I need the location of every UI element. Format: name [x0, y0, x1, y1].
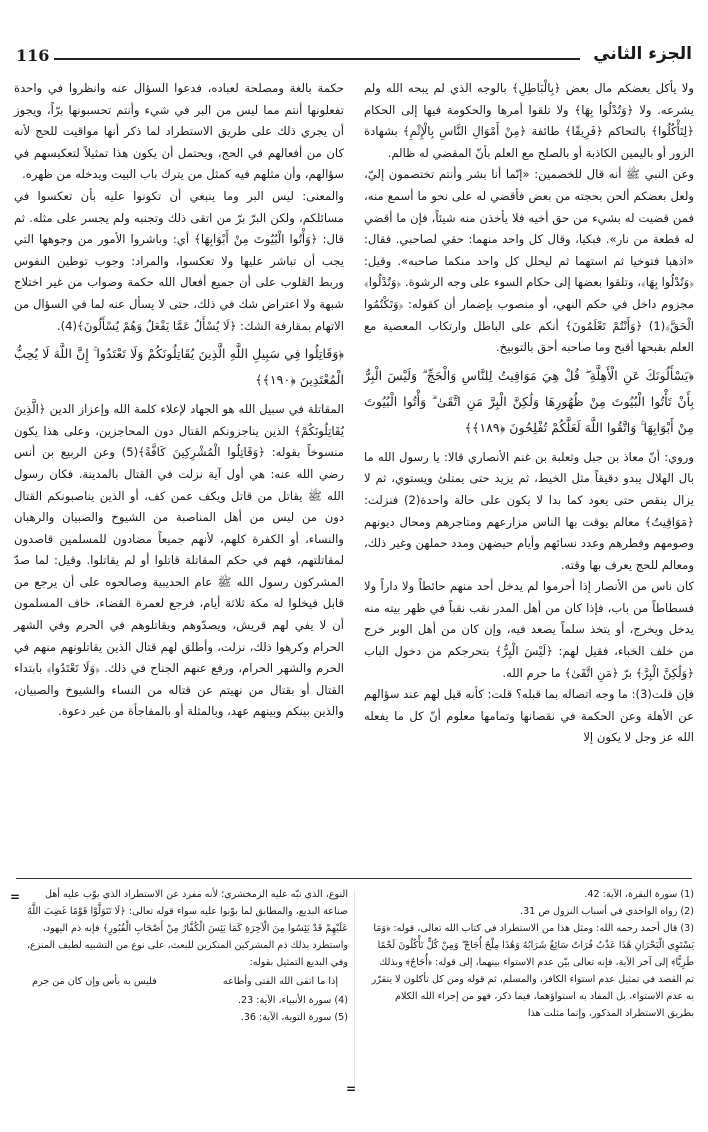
header-rule [54, 58, 580, 60]
quran-verse: ﴿وَقَاتِلُوا فِي سَبِيلِ اللَّهِ الَّذِينَ يُقَاتِلُونَكُمْ وَلَا تَعْتَدُوا ۚ إِنَّ اللَّهَ لَا يُحِبُّ الْمُعْتَدِينَ ﴿١٩٠﴾﴾ [14, 346, 344, 388]
page-number: 116 [16, 46, 50, 65]
paragraph: كان ناس من الأنصار إذا أحرموا لم يدخل أحد منهم حائطاً ولا داراً ولا فسطاطاً من باب، فإذا كان من أهل المدر نقب نقباً في ظهر بيته منه يدخل ويخرج، أو يتخذ سلماً يصعد فيه، وإن كان من أهل الوبر خرج من خلف الخباء، فقيل لهم: ﴿لَيْسَ الْبِرُّ﴾ بتحرجكم من دخول الباب ﴿وَلَٰكِنَّ الْبِرَّ﴾ برّ ﴿مَنِ اتَّقَىٰ﴾ ما حرم الله. [364, 579, 694, 680]
poem-second-hemistich: فليس به بأس وإن كان من جرم [32, 976, 157, 987]
footnote: (4) سورة الأنبياء، الآية: 23. [237, 995, 348, 1006]
left-column [14, 78, 344, 723]
paragraph: وعن النبي ﷺ أنه قال للخصمين: «إنّما أنا بشر وأنتم تختصمون إليّ، ولعل بعضكم ألحن بحجته من بعض فأقضي له على نحو ما أسمع منه، فمن قضيت له بشيء من حق أخيه فلا يأخذن منه شيئاً، فإن ما أقضي له قطعة من نار». فبكيا، وقال كل واحد منهما: حقي لصاحبي. فقال: «اذهبا فتوخيا ثم استهما ثم ليحلل كل واحد منكما صاحبه». وقيل: ﴿وَتُدْلُوا بِهَا﴾، وتلقوا بعضها إلى حكام السوء على وجه الرشوة. ﴿وَتُدْلُوا﴾ مجزوم داخل في حكم النهي، أو منصوب بإضمار أن كقوله: ﴿وَتَكْتُمُوا الْحَقَّ﴾(1) ﴿وَأَنْتُمْ تَعْلَمُونَ﴾ أنكم على الباطل وارتكاب المعصية مع العلم بقبحها أقبح وما صاحبه أحق بالتوبيخ. [364, 167, 694, 355]
footnote: (2) رواه الواحدي في أسباب النزول ص 31. [520, 906, 694, 917]
footnotes-left [22, 886, 348, 1026]
continuation-marker: = [346, 1082, 357, 1096]
paragraph: وروي: أنّ معاذ بن جبل وثعلبة بن غنم الأنصاري قالا: يا رسول الله ما بال الهلال يبدو دقيقاً مثل الخيط، ثم يزيد حتى يمتلئ ويستوي، ثم لا يزال ينقص حتى يعود كما بدا لا يكون على حالة واحدة(2) فنزلت: ﴿مَوَاقِيتُ﴾ معالم يوقت بها الناس مزارعهم ومتاجرهم ومحال ديونهم وصومهم وفطرهم وعدد نسائهم وأيام حيضهن ومدد حملهن وغير ذلك، ومعالم للحج يعرف بها وقته. [364, 449, 694, 572]
paragraph: فإن قلت(3): ما وجه اتصاله بما قبله؟ قلت: كأنه قيل لهم عند سؤالهم عن الأهلة وعن الحكمة في نقصانها وتمامها معلوم أنّ كل ما يفعله الله عز وجل لا يكون إلا [364, 687, 694, 745]
paragraph: والمعنى: ليس البر وما ينبغي أن تكونوا عليه بأن تعكسوا في مسائلكم، ولكن البرّ برّ من اتقى ذلك وتجنبه ولم يجسر على مثله. ثم قال: ﴿وَأْتُوا الْبُيُوتَ مِنْ أَبْوَابِهَا﴾ أي: وباشروا الأمور من وجوهها التي يجب أن تباشر عليها ولا تعكسوا، والمراد: وجوب توطين النفوس وربط القلوب على أن جميع أفعال الله حكمة وصواب من غير اختلاج شبهة ولا اعتراض شك في ذلك، حتى لا يسأل عنه لما في السؤال من الاتهام بمقارفة الشك: ﴿لَا يُسْأَلُ عَمَّا يَفْعَلُ وَهُمْ يُسْأَلُونَ﴾(4). [14, 188, 344, 333]
continuation-marker: = [10, 890, 21, 904]
footnote: (3) قال أحمد رحمه الله: ومثل هذا من الاستطراد في كتاب الله تعالى، قوله: ﴿وَمَا يَسْتَوِي الْبَحْرَانِ هَٰذَا عَذْبٌ فُرَاتٌ سَائِغٌ شَرَابُهُ وَهَٰذَا مِلْحٌ أُجَاجٌ ۖ وَمِنْ كُلٍّ تَأْكُلُونَ لَحْمًا طَرِيًّا﴾ إلى آخر الآية، فإنه تعالى بيّن عدم الاستواء بينهما، إلى قوله: ﴿أُجَاجٌ﴾ وبذلك تم القصد في تمثيل عدم استواء الكافر، والمسلم، ثم قوله ومن كل تأكلون لا يتقرّر به عدم الاستواء، بل المفاد به استواؤهما، فيما ذكر، فهو من إجراء الله الكلام بطريق الاستطراد المذكور، وإنما مثلت هذا [371, 923, 694, 1019]
poem-first-hemistich: إذا ما اتقى الله الفتى وأطاعه [222, 976, 338, 987]
paragraph: المقاتلة في سبيل الله هو الجهاد لإعلاء كلمة الله وإعزاز الدين ﴿الَّذِينَ يُقَاتِلُونَكُمْ﴾ الذين يناجزونكم القتال دون المحاجزين، وعلى هذا يكون منسوخاً بقوله: ﴿وَقَاتِلُوا الْمُشْرِكِينَ كَافَّةً﴾(5) وعن الربيع بن أنس رضي الله عنه: هي أول آية نزلت في القتال بالمدينة. فكان رسول الله ﷺ يقاتل من قاتل ويكف عمن كف، أو الذين يناصبونكم القتال دون من ليس من أهل المناصبة من الشيوخ والصبيان والرهبان والنساء، أو الكفرة كلهم، لأنهم جميعاً مضادون للمسلمين قاصدون لمقاتلتهم، فهم في حكم المقاتلة قاتلوا أو لم يقاتلوا. وقيل: لما صدّ المشركون رسول الله ﷺ عام الحديبية وصالحوه على أن يرجع من قابل فيخلوا له مكة ثلاثة أيام، فرجع لعمرة القضاء، خاف المسلمون أن لا يفي لهم قريش، ويصدّوهم ويقاتلوهم في الحرم وفي الشهر الحرام وكرهوا ذلك، نزلت، وأطلق لهم قتال الذين يقاتلونهم منهم في الحرم والشهر الحرام، ورفع عنهم الجناح في ذلك. ﴿وَلَا تَعْتَدُوا﴾ بابتداء القتال أو بقتال من نهيتم عن قتاله من النساء والشيوخ والصبيان، والذين بينكم وبينهم عهد، وبالمثلة أو بالمفاجأة من غير دعوة. [14, 402, 345, 719]
poem-verse [22, 973, 348, 990]
footnote: (5) سورة التوبة، الآية: 36. [240, 1012, 348, 1023]
footnote: (1) سورة البقرة، الآية: 42. [584, 889, 694, 900]
footnote: النوع، الذي نبّه عليه الزمخشري؛ لأنه مفرد عن الاستطراد الذي بوّب عليه أهل صناعة البديع، والمطابق لما بوّبوا عليه سواء قوله تعالى: ﴿لَا تَتَوَلَّوْا قَوْمًا غَضِبَ اللَّهُ عَلَيْهِمْ قَدْ يَئِسُوا مِنَ الْآخِرَةِ كَمَا يَئِسَ الْكُفَّارُ مِنْ أَصْحَابِ الْقُبُورِ﴾ فإنه ذم اليهود، واستطرد بذلك ذم المشركين المنكرين للبعث، على نوع من التشبيه لطيف المنزع، وفي البديع التمثيل بقوله: [26, 889, 348, 968]
paragraph: حكمة بالغة ومصلحة لعباده، فدعوا السؤال عنه وانظروا في واحدة تفعلونها أنتم مما ليس من البر في شيء وأنتم تحسبونها برّاً، ويجوز أن يجري ذلك على طريق الاستطراد لما ذكر أنها مواقيت للحج لأنه كان من أفعالهم في الحج، ويحتمل أن يكون هذا تمثيلاً لتعكيسهم في سؤالهم، وأن مثلهم فيه كمثل من يترك باب البيت ويدخله من ظهره. [14, 81, 344, 182]
page-header [16, 44, 692, 70]
quran-verse: ﴿يَسْأَلُونَكَ عَنِ الْأَهِلَّةِ ۖ قُلْ هِيَ مَوَاقِيتُ لِلنَّاسِ وَالْحَجِّ ۗ وَلَيْسَ الْبِرُّ بِأَنْ تَأْتُوا الْبُيُوتَ مِنْ ظُهُورِهَا وَلَٰكِنَّ الْبِرَّ مَنِ اتَّقَىٰ ۗ وَأْتُوا الْبُيُوتَ مِنْ أَبْوَابِهَا ۚ وَاتَّقُوا اللَّهَ لَعَلَّكُمْ تُفْلِحُونَ ﴿١٨٩﴾﴾ [364, 367, 694, 435]
right-column [364, 78, 694, 749]
footnotes-right [368, 886, 694, 1022]
footnote-divider [16, 878, 692, 879]
paragraph: ولا يأكل بعضكم مال بعض ﴿بِالْبَاطِلِ﴾ بالوجه الذي لم يبحه الله ولم يشرعه. ولا ﴿وَتُدْلُوا بِهَا﴾ ولا تلقوا أمرها والحكومة فيها إلى الحكام ﴿لِتَأْكُلُوا﴾ بالتحاكم ﴿فَرِيقًا﴾ طائفة ﴿مِنْ أَمْوَالِ النَّاسِ بِالْإِثْمِ﴾ بشهادة الزور أو باليمين الكاذبة أو بالصلح مع العلم بأنّ المقضي له ظالم. [364, 81, 694, 160]
part-title: الجزء الثاني [593, 44, 692, 64]
footnote-column-separator [354, 890, 355, 1090]
